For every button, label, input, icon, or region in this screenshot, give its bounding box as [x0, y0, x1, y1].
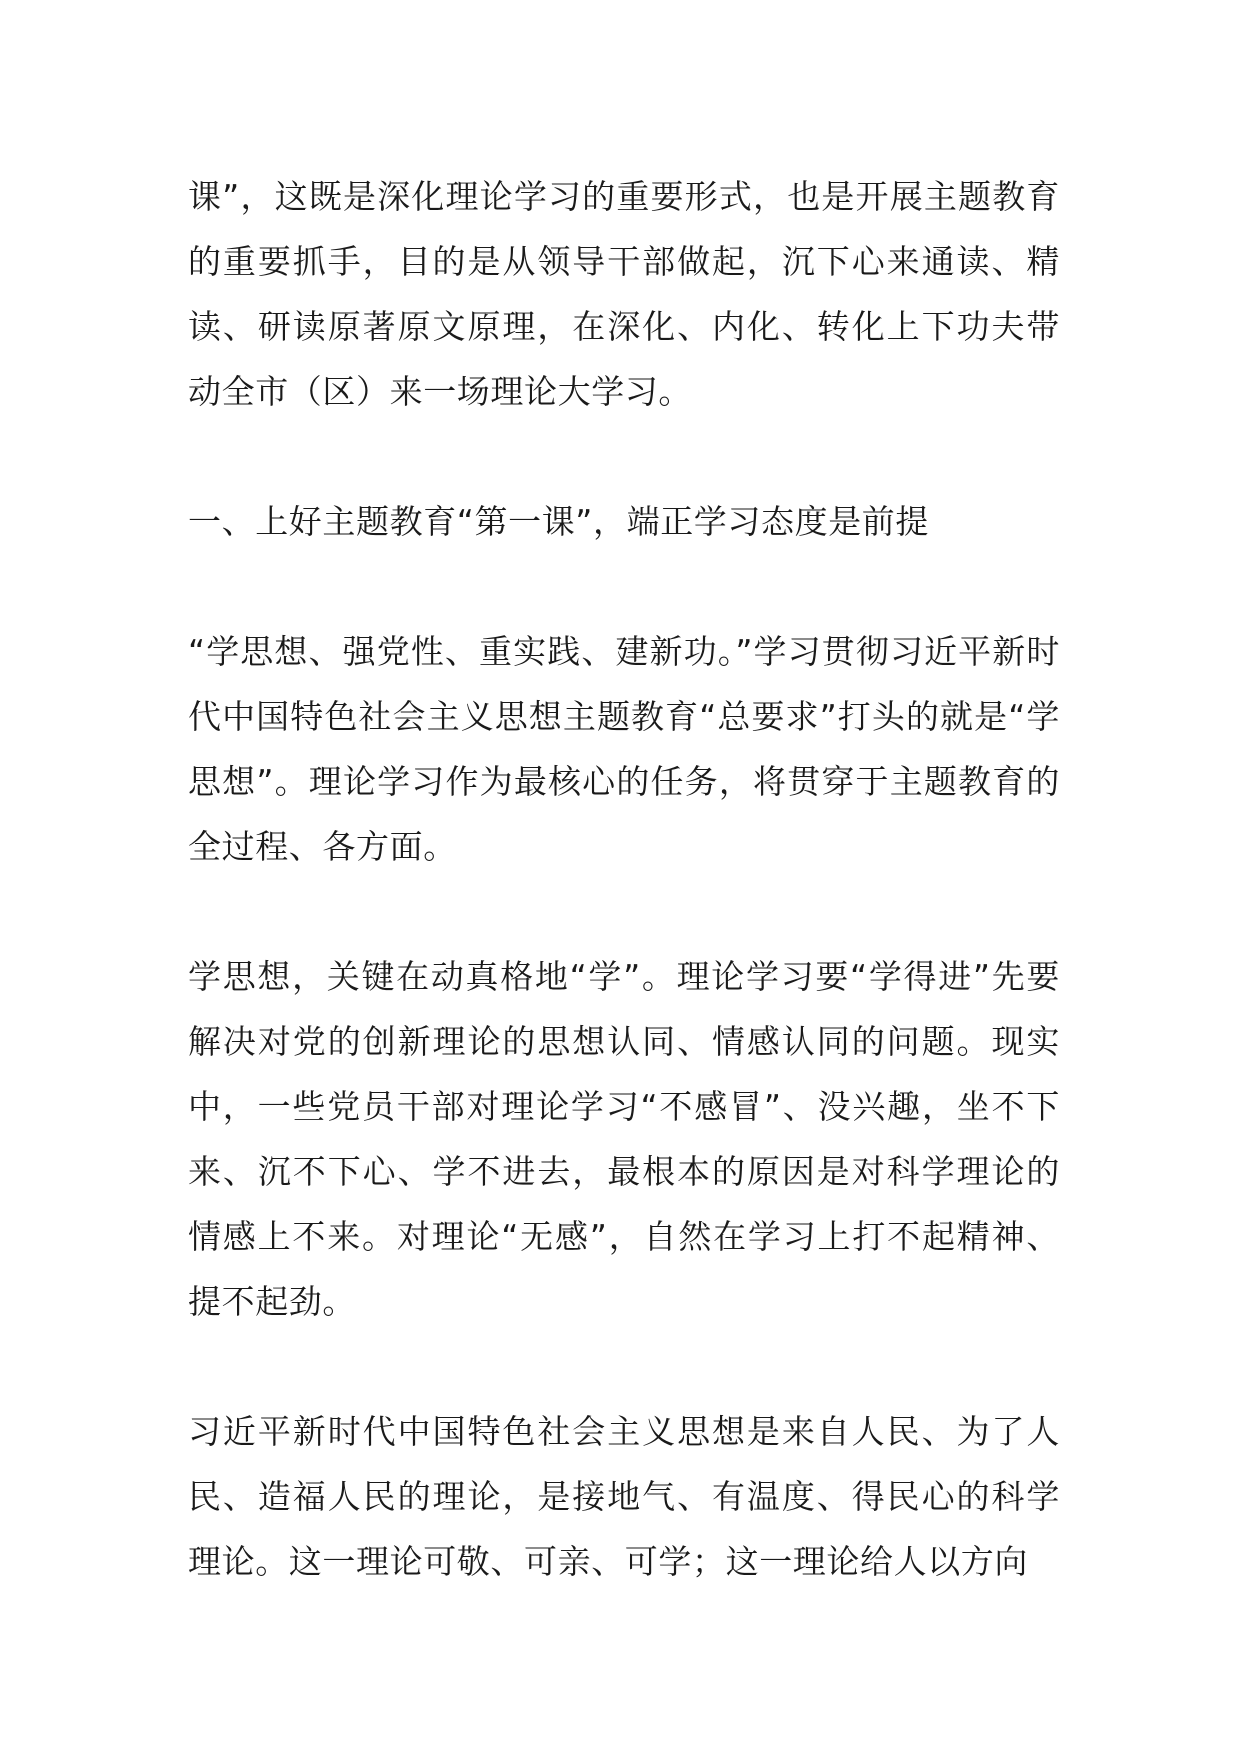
paragraph-general-requirements: “学思想、强党性、重实践、建新功。”学习贯彻习近平新时代中国特色社会主义思想主题教育“总要求”打头的就是“学思想”。理论学习作为最核心的任务，将贯穿于主题教育的全过程、各方面。: [188, 632, 1060, 866]
paragraph-intro-continuation: 课”，这既是深化理论学习的重要形式，也是开展主题教育的重要抓手，目的是从领导干部做起，沉下心来通读、精读、研读原著原文原理，在深化、内化、转化上下功夫带动全市（区）来一场理论大学习。: [188, 177, 1060, 411]
document-body: [188, 164, 1060, 1594]
section-heading: 一、上好主题教育“第一课”，端正学习态度是前提: [188, 502, 929, 541]
paragraph-spacer: [188, 424, 1060, 489]
paragraph-spacer: [188, 554, 1060, 619]
paragraph-learning-key: 学思想，关键在动真格地“学”。理论学习要“学得进”先要解决对党的创新理论的思想认同、情感认同的问题。现实中，一些党员干部对理论学习“不感冒”、没兴趣，坐不下来、沉不下心、学不进去，最根本的原因是对科学理论的情感上不来。对理论“无感”，自然在学习上打不起精神、提不起劲。: [188, 957, 1060, 1321]
paragraph-theory-description: 习近平新时代中国特色社会主义思想是来自人民、为了人民、造福人民的理论，是接地气、有温度、得民心的科学理论。这一理论可敬、可亲、可学；这一理论给人以方向: [188, 1412, 1060, 1581]
paragraph-spacer: [188, 879, 1060, 944]
paragraph-spacer: [188, 1334, 1060, 1399]
